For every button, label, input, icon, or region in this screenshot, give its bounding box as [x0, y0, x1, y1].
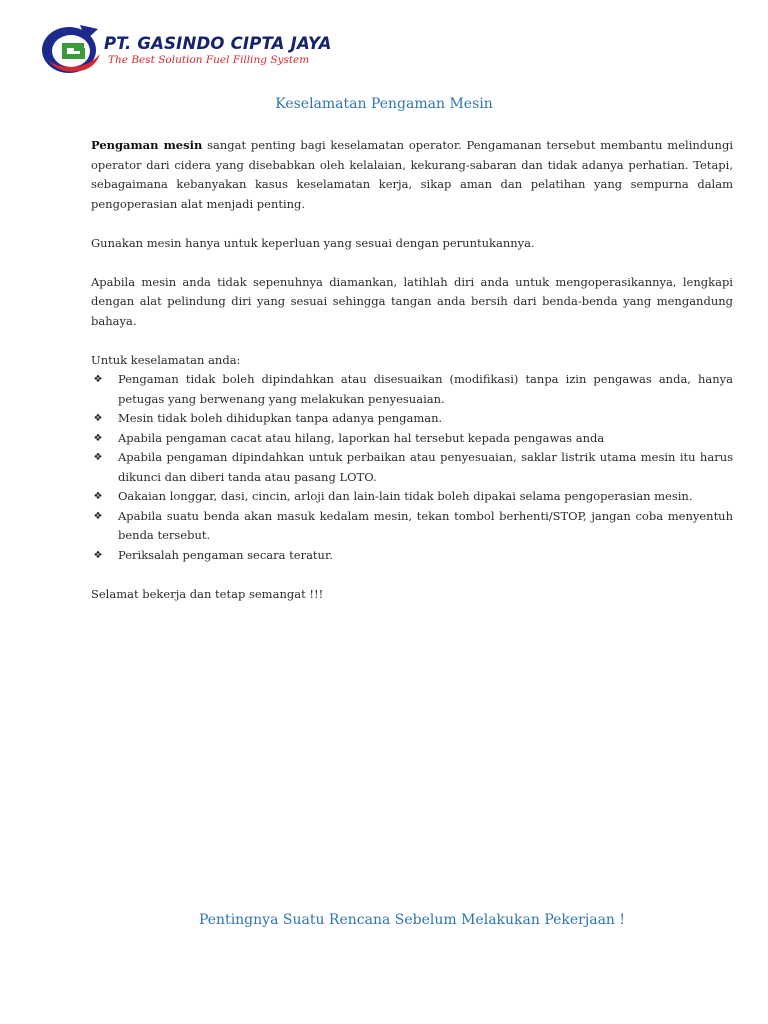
diamond-bullet-icon: ❖ [93, 452, 103, 463]
document-body [91, 136, 733, 624]
list-item [91, 429, 733, 449]
list-item-text: Oakaian longgar, dasi, cincin, arloji dan lain-lain tidak boleh dipakai selama pengoperasian mesin. [118, 489, 693, 503]
list-item [91, 370, 733, 409]
list-item-text: Apabila pengaman dipindahkan untuk perbaikan atau penyesuaian, saklar listrik utama mesin itu harus dikunci dan diberi tanda atau pasang LOTO. [118, 450, 733, 484]
intro-lead: Pengaman mesin [91, 138, 203, 152]
intro-paragraph [91, 136, 733, 214]
company-tagline: The Best Solution Fuel Filling System [108, 54, 310, 66]
diamond-bullet-icon: ❖ [93, 432, 103, 444]
company-name: PT. GASINDO CIPTA JAYA [104, 34, 332, 53]
list-item [91, 409, 733, 429]
list-item [91, 487, 733, 507]
list-intro: Untuk keselamatan anda: [91, 352, 241, 367]
list-item [91, 546, 733, 566]
list-item [91, 507, 733, 546]
safety-list [91, 370, 733, 565]
intro-text: sangat penting bagi keselamatan operator. Pengamanan tersebut membantu melindungi operator dari cidera yang disebabkan oleh kelalaian, kekurang-sabaran dan tidak adanya perhatian. Tetapi, sebagaimana kebanyakan kasus keselamatan kerja, sikap aman dan pelatihan yang sempurna dalam pengoperasian alat menjadi penting. [91, 138, 733, 211]
gasindo-logo-icon [40, 20, 102, 76]
diamond-bullet-icon: ❖ [93, 491, 103, 502]
closing-line: Selamat bekerja dan tetap semangat !!! [91, 586, 324, 601]
diamond-bullet-icon: ❖ [93, 549, 103, 561]
list-item-text: Apabila suatu benda akan masuk kedalam mesin, tekan tombol berhenti/STOP, jangan coba menyentuh benda tersebut. [118, 508, 733, 542]
diamond-bullet-icon: ❖ [93, 510, 103, 522]
diamond-bullet-icon: ❖ [93, 374, 103, 385]
paragraph-usage: Gunakan mesin hanya untuk keperluan yang sesuai dengan peruntukannya. [91, 235, 535, 250]
diamond-bullet-icon: ❖ [93, 413, 103, 424]
paragraph-protection: Apabila mesin anda tidak sepenuhnya diamankan, latihlah diri anda untuk mengoperasikannya, lengkapi dengan alat pelindung diri yang sesuai sehingga tangan anda bersih dari benda-benda yang mengandung bahaya. [91, 274, 733, 328]
list-item-text: Apabila pengaman cacat atau hilang, laporkan hal tersebut kepada pengawas anda [118, 430, 605, 445]
list-item [91, 448, 733, 487]
footer-note: Pentingnya Suatu Rencana Sebelum Melakukan Pekerjaan ! [198, 912, 626, 928]
list-item-text: Periksalah pengaman secara teratur. [118, 547, 333, 562]
list-item-text: Mesin tidak boleh dihidupkan tanpa adanya pengaman. [118, 411, 443, 425]
company-logo [40, 20, 340, 80]
document-title: Keselamatan Pengaman Mesin [275, 96, 493, 112]
list-item-text: Pengaman tidak boleh dipindahkan atau disesuaikan (modifikasi) tanpa izin pengawas anda, hanya petugas yang berwenang yang melakukan penyesuaian. [118, 372, 733, 406]
